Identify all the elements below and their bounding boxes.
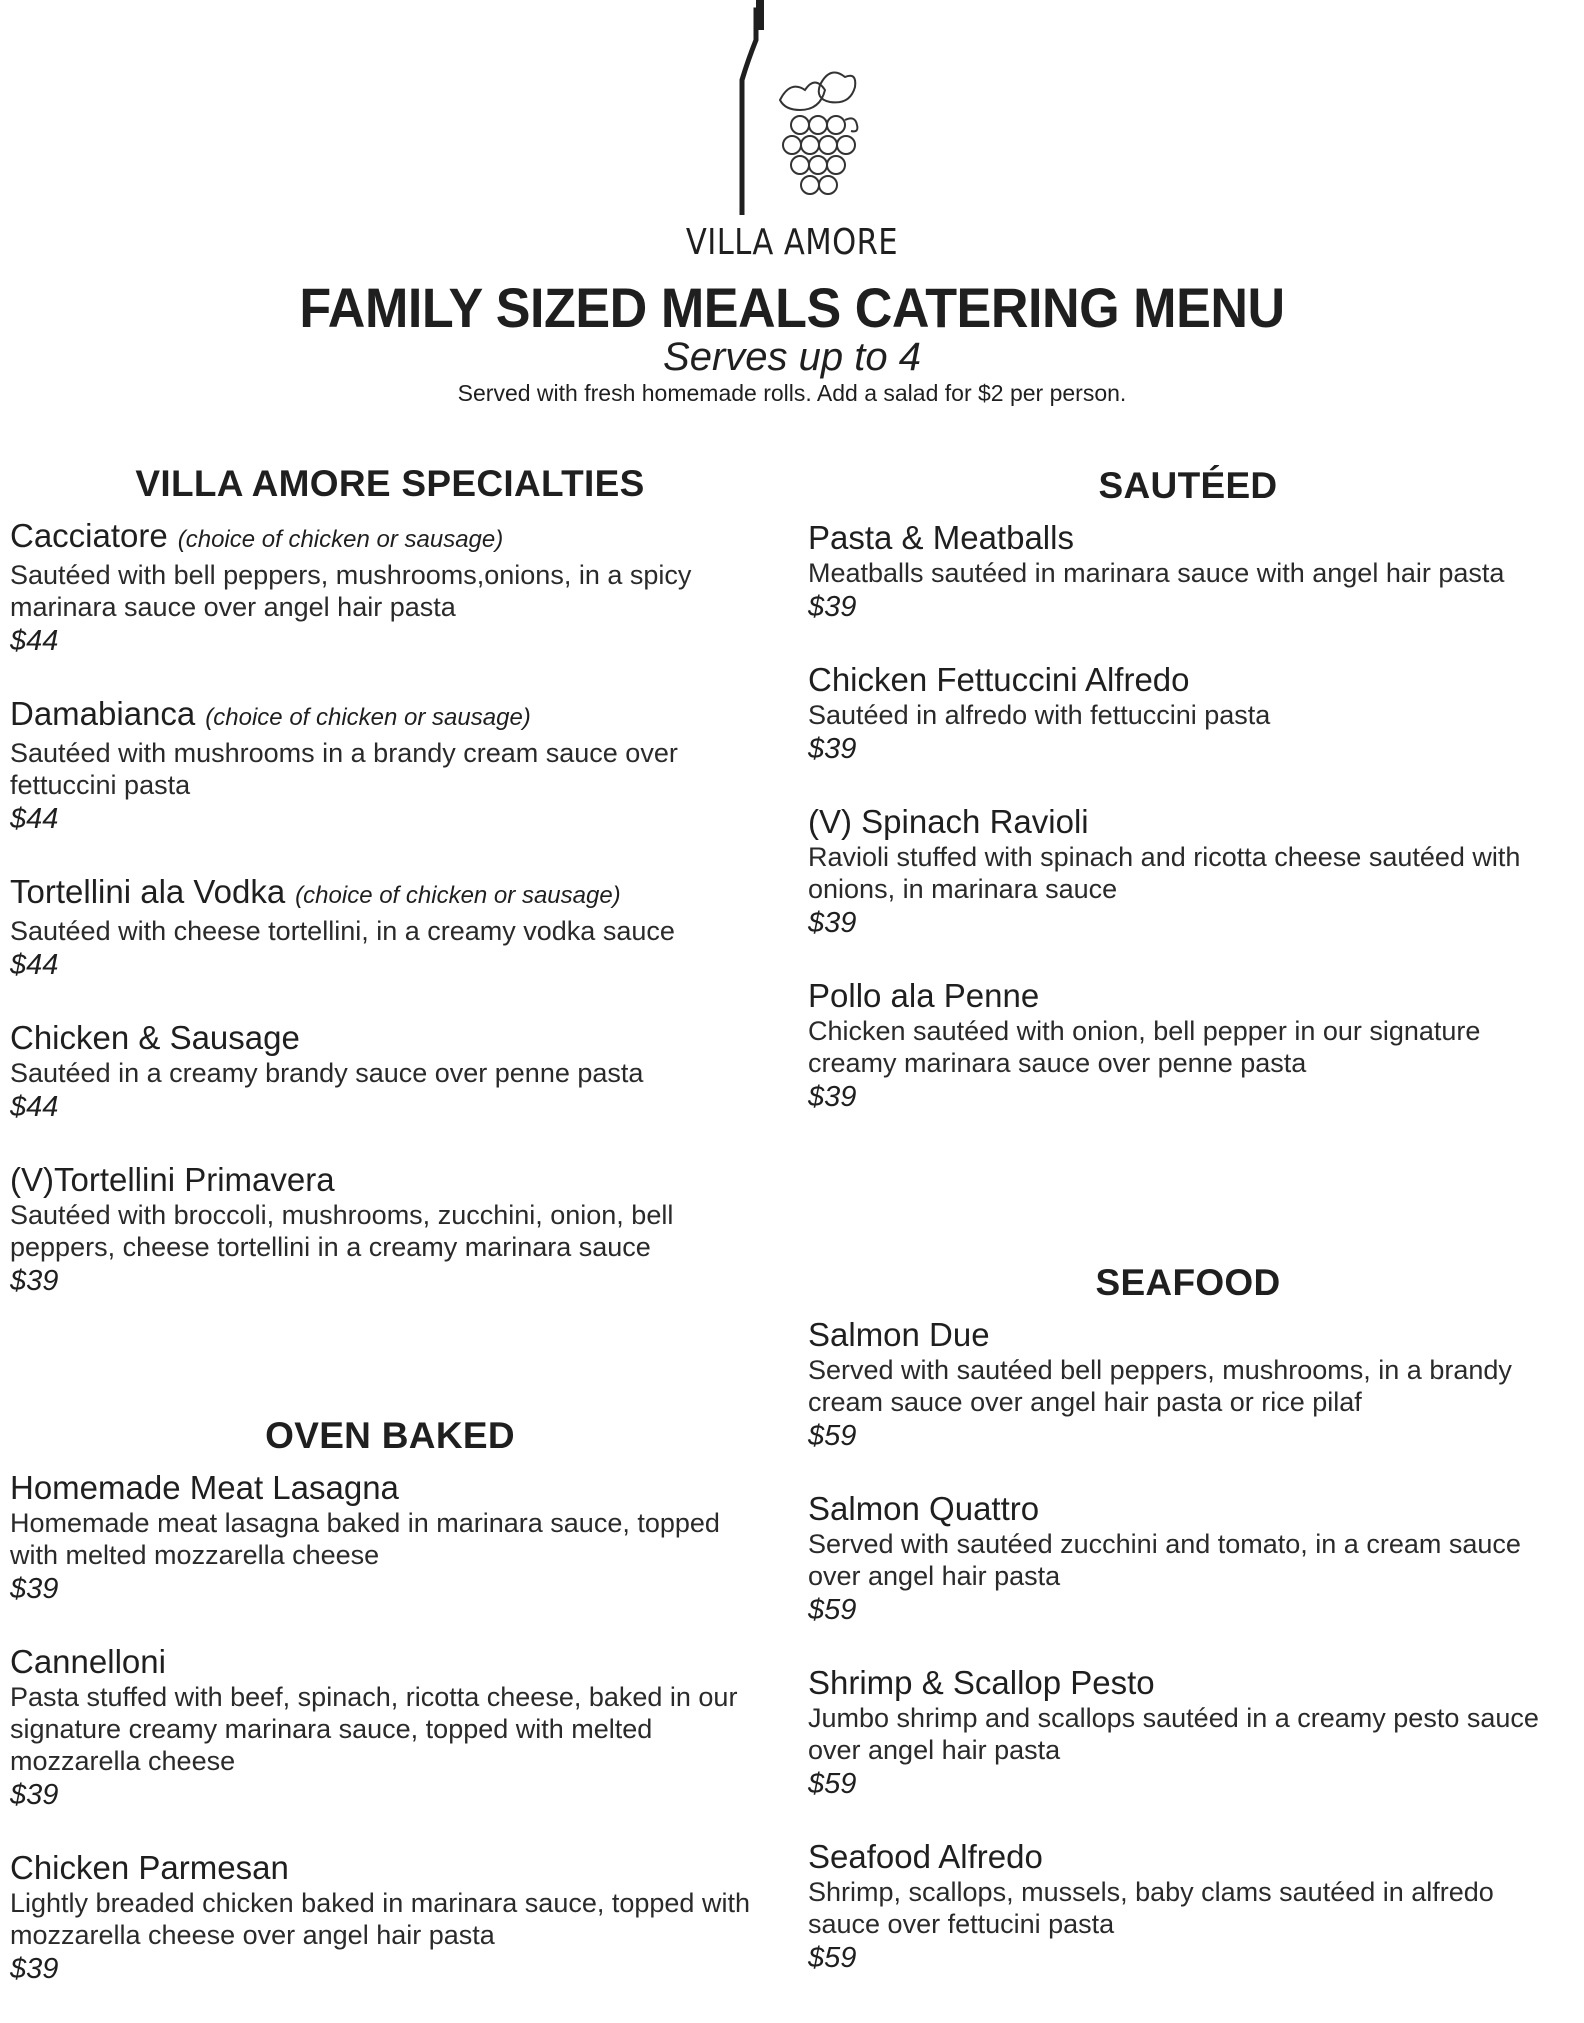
item-name: Seafood Alfredo — [808, 1838, 1043, 1875]
item-price: $39 — [808, 1081, 857, 1113]
menu-item — [10, 1849, 770, 1987]
item-price: $59 — [808, 1420, 857, 1452]
section-sauteed — [808, 465, 1568, 1151]
menu-item — [808, 1838, 1568, 1976]
item-price: $39 — [10, 1265, 59, 1297]
item-name: Shrimp & Scallop Pesto — [808, 1664, 1155, 1701]
brand-name: VILLA AMORE — [685, 222, 899, 263]
item-price: $39 — [10, 1953, 59, 1985]
item-name: Cacciatore — [10, 517, 168, 554]
section-title: VILLA AMORE SPECIALTIES — [135, 463, 645, 504]
item-name: Pollo ala Penne — [808, 977, 1040, 1014]
menu-item — [10, 695, 770, 837]
item-price: $59 — [808, 1942, 857, 1974]
menu-item — [10, 517, 770, 659]
section-title: SEAFOOD — [1095, 1262, 1281, 1303]
item-description: Sautéed with broccoli, mushrooms, zucchini, onion, bell peppers, cheese tortellini in a creamy marinara sauce — [10, 1200, 674, 1262]
menu-item — [808, 803, 1568, 941]
item-description: Lightly breaded chicken baked in marinara sauce, topped with mozzarella cheese over angel hair pasta — [10, 1888, 750, 1950]
menu-item — [808, 661, 1568, 767]
item-description: Ravioli stuffed with spinach and ricotta cheese sautéed with onions, in marinara sauce — [808, 842, 1521, 904]
item-price: $39 — [10, 1779, 59, 1811]
item-name: Pasta & Meatballs — [808, 519, 1074, 556]
item-name: (V)Tortellini Primavera — [10, 1161, 335, 1198]
item-price: $39 — [808, 591, 857, 623]
item-note: (choice of chicken or sausage) — [205, 704, 531, 731]
item-description: Pasta stuffed with beef, spinach, ricotta cheese, baked in our signature creamy marinara sauce, topped with melted mozzarella cheese — [10, 1682, 738, 1776]
section-title: OVEN BAKED — [265, 1415, 515, 1456]
menu-item — [808, 519, 1568, 625]
item-price: $44 — [10, 803, 59, 835]
item-price: $44 — [10, 949, 59, 981]
menu-item — [808, 1316, 1568, 1454]
rolls-note: Served with fresh homemade rolls. Add a salad for $2 per person. — [457, 380, 1127, 406]
item-description: Sautéed with mushrooms in a brandy cream sauce over fettuccini pasta — [10, 738, 678, 800]
item-name: Salmon Quattro — [808, 1490, 1040, 1527]
menu-item — [10, 1019, 770, 1125]
item-description: Shrimp, scallops, mussels, baby clams sautéed in alfredo sauce over fettucini pasta — [808, 1877, 1494, 1939]
section-specialties — [10, 463, 770, 1335]
item-description: Sautéed with bell peppers, mushrooms,onions, in a spicy marinara sauce over angel hair pasta — [10, 560, 692, 622]
item-name: Chicken & Sausage — [10, 1019, 300, 1056]
item-description: Meatballs sautéed in marinara sauce with angel hair pasta — [808, 558, 1505, 588]
item-description: Jumbo shrimp and scallops sautéed in a creamy pesto sauce over angel hair pasta — [808, 1703, 1539, 1765]
menu-item — [808, 1664, 1568, 1802]
wine-bottle-grapes-icon — [720, 0, 870, 215]
item-name: Tortellini ala Vodka — [10, 873, 286, 910]
item-note: (choice of chicken or sausage) — [177, 526, 504, 553]
menu-item — [10, 873, 770, 983]
section-title: SAUTÉED — [1098, 465, 1278, 506]
item-description: Sautéed in alfredo with fettuccini pasta — [808, 700, 1271, 730]
page-title: FAMILY SIZED MEALS CATERING MENU — [299, 276, 1285, 339]
item-description: Sautéed in a creamy brandy sauce over penne pasta — [10, 1058, 644, 1088]
item-name: Chicken Parmesan — [10, 1849, 289, 1886]
item-note: (choice of chicken or sausage) — [295, 882, 621, 909]
menu-item — [10, 1643, 770, 1813]
menu-item — [10, 1161, 770, 1299]
item-name: Homemade Meat Lasagna — [10, 1469, 399, 1506]
menu-item — [808, 977, 1568, 1115]
item-price: $39 — [10, 1573, 59, 1605]
menu-header — [0, 0, 1584, 420]
item-name: Chicken Fettuccini Alfredo — [808, 661, 1190, 698]
menu-item — [10, 1469, 770, 1607]
menu-item — [808, 1490, 1568, 1628]
item-name: Salmon Due — [808, 1316, 990, 1353]
item-price: $59 — [808, 1594, 857, 1626]
section-seafood — [808, 1262, 1568, 2012]
item-name: Damabianca — [10, 695, 196, 732]
item-description: Served with sautéed zucchini and tomato, in a cream sauce over angel hair pasta — [808, 1529, 1521, 1591]
item-price: $44 — [10, 625, 59, 657]
item-description: Sautéed with cheese tortellini, in a creamy vodka sauce — [10, 916, 675, 946]
item-price: $59 — [808, 1768, 857, 1800]
item-description: Served with sautéed bell peppers, mushrooms, in a brandy cream sauce over angel hair pasta or rice pilaf — [808, 1355, 1512, 1417]
item-price: $39 — [808, 733, 857, 765]
item-price: $39 — [808, 907, 857, 939]
serves-subtitle: Serves up to 4 — [663, 335, 921, 379]
section-oven-baked — [10, 1415, 770, 2023]
item-name: Cannelloni — [10, 1643, 166, 1680]
item-name: (V) Spinach Ravioli — [808, 803, 1089, 840]
item-description: Homemade meat lasagna baked in marinara sauce, topped with melted mozzarella cheese — [10, 1508, 720, 1570]
item-description: Chicken sautéed with onion, bell pepper in our signature creamy marinara sauce over penne pasta — [808, 1016, 1481, 1078]
item-price: $44 — [10, 1091, 59, 1123]
